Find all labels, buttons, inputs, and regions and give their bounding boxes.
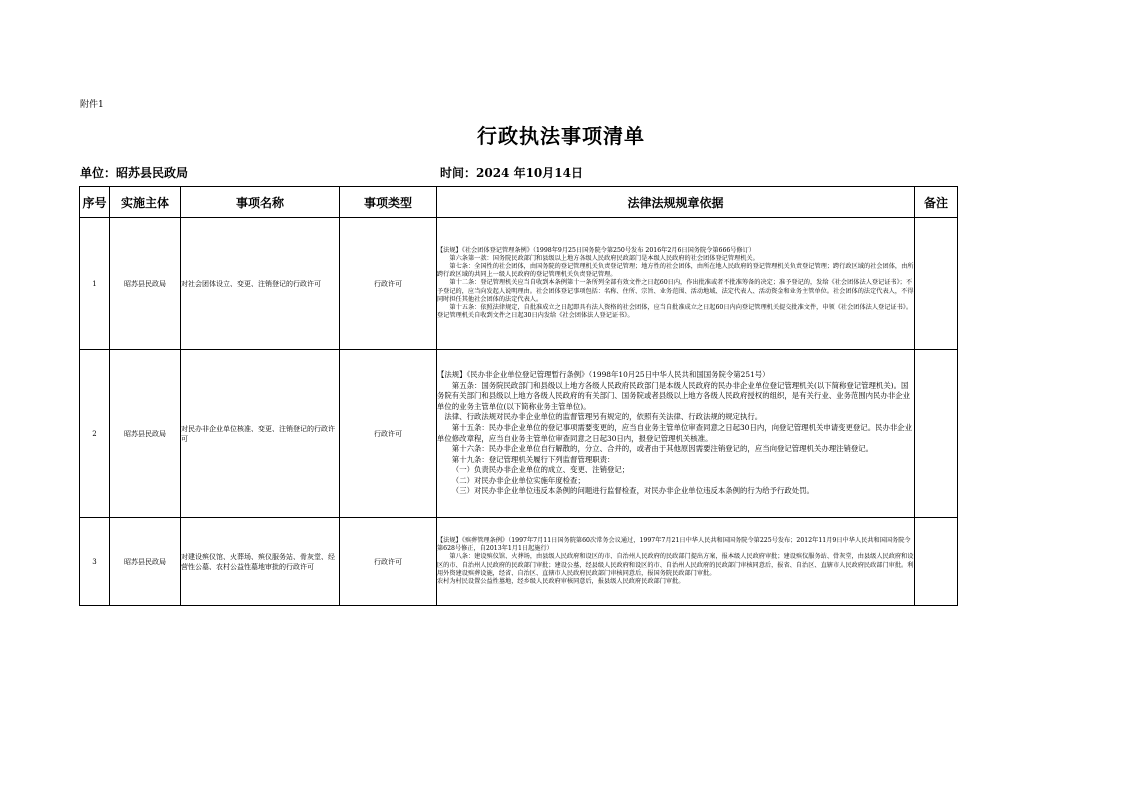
law-clause: （一）负责民办非企业单位的成立、变更、注销登记； <box>451 465 630 475</box>
header-no: 序号 <box>80 187 110 218</box>
table-row <box>80 218 958 350</box>
law-article: 第十二条：登记管理机关应当自收到本条例第十一条所列全部有效文件之日起60日内，作出批准或者不批准筹备的决定；准予登记的，发给《社会团体法人登记证书》；不予登记的，应当向发起人说明理由。社会团体登记事项包括：名称、住所、宗旨、业务范围、活动地域、法定代表人、活动资金和业务主管单位。社会团体的法定代表人，不得同时担任其他社会团体的法定代表人。 <box>437 279 914 303</box>
law-article: 第十五条：依照法律规定，自批准成立之日起即具有法人资格的社会团体，应当自批准成立之日起60日内向登记管理机关提交批准文件，申领《社会团体法人登记证书》。登记管理机关自收到文件之日起30日内发给《社会团体法人登记证书》。 <box>437 303 913 319</box>
enforcement-table <box>79 186 958 606</box>
row-remark <box>915 218 958 350</box>
row-item-type: 行政许可 <box>340 350 437 518</box>
row-legal-basis <box>437 350 915 518</box>
law-clause: （三）对民办非企业单位违反本条例的问题进行监督检查，对民办非企业单位违反本条例的行为给予行政处罚。 <box>451 486 814 496</box>
row-number: 2 <box>80 350 110 518</box>
unit-line: 单位：昭苏县民政局 <box>80 166 189 180</box>
row-number: 3 <box>80 518 110 606</box>
table-row <box>80 350 958 518</box>
header-remark: 备注 <box>915 187 958 218</box>
row-legal-basis <box>437 218 915 350</box>
row-remark <box>915 518 958 606</box>
header-type: 事项类型 <box>340 187 437 218</box>
law-article: 第十九条：登记管理机关履行下列监督管理职责： <box>451 454 615 464</box>
law-source: 【法规】《民办非企业单位登记管理暂行条例》（1998年10月25日中华人民共和国国务院令第251号） <box>437 369 770 379</box>
law-article: 农村为村民设置公益性墓地，经乡级人民政府审核同意后，报县级人民政府民政部门审批。 <box>437 577 685 585</box>
law-article: 第六条第一款：国务院民政部门和县级以上地方各级人民政府民政部门是本级人民政府的社会团体登记管理机关。 <box>449 255 759 263</box>
row-subject: 昭苏县民政局 <box>110 218 181 350</box>
law-source: 【法规】《殡葬管理条例》（1997年7月11日国务院第60次常务会议通过，1997年7月21日中华人民共和国国务院令第225号发布；2012年11月9日中华人民共和国国务院令第628号修正，自2013年1月1日起施行） <box>437 536 911 553</box>
table-header-row <box>80 187 958 218</box>
row-subject: 昭苏县民政局 <box>110 518 181 606</box>
law-article: 第五条：国务院民政部门和县级以上地方各级人民政府民政部门是本级人民政府的民办非企业单位登记管理机关(以下简称登记管理机关)。国务院有关部门和县级以上地方各级人民政府的有关部门、国务院或者县级以上地方各级人民政府授权的组织，是有关行业、业务范围内民办非企业单位的业务主管单位(以下简称业务主管单位)。 <box>437 380 911 411</box>
row-item-name: 对民办非企业单位核准、变更、注销登记的行政许可 <box>181 350 340 518</box>
table-row <box>80 518 958 606</box>
row-item-name: 对社会团体设立、变更、注销登记的行政许可 <box>181 218 340 350</box>
law-clause: （二）对民办非企业单位实施年度检查； <box>451 475 585 485</box>
header-law: 法律法规规章依据 <box>437 187 915 218</box>
row-item-name: 对建设殡仪馆、火葬场、殡仪服务站、骨灰堂、经营性公墓、农村公益性墓地审批的行政许可 <box>181 518 340 606</box>
row-item-type: 行政许可 <box>340 218 437 350</box>
law-article: 第十五条：民办非企业单位的登记事项需要变更的，应当自业务主管单位审查同意之日起30日内，向登记管理机关申请变更登记。民办非企业单位修改章程，应当自业务主管单位审查同意之日起30日内，报登记管理机关核准。 <box>437 422 913 443</box>
row-legal-basis <box>437 518 915 606</box>
row-number: 1 <box>80 218 110 350</box>
time-line: 时间：2024 年10月14日 <box>440 166 583 180</box>
row-remark <box>915 350 958 518</box>
law-article: 法律、行政法规对民办非企业单位的监督管理另有规定的，依照有关法律、行政法规的规定执行。 <box>444 412 763 422</box>
law-source: 【法规】《社会团体登记管理条例》（1998年9月25日国务院令第250号发布 2016年2月6日国务院令第666号修订） <box>437 247 756 255</box>
annex-label: 附件1 <box>80 100 104 110</box>
row-subject: 昭苏县民政局 <box>110 350 181 518</box>
law-article: 第十六条：民办非企业单位自行解散的，分立、合并的，或者由于其他原因需要注销登记的，应当向登记管理机关办理注销登记。 <box>451 444 874 454</box>
header-subject: 实施主体 <box>110 187 181 218</box>
law-article: 第七条：全国性的社会团体，由国务院的登记管理机关负责登记管理；地方性的社会团体，由所在地人民政府的登记管理机关负责登记管理；跨行政区域的社会团体，由所跨行政区域的共同上一级人民政府的登记管理机关负责登记管理。 <box>437 263 914 279</box>
row-item-type: 行政许可 <box>340 518 437 606</box>
header-item: 事项名称 <box>181 187 340 218</box>
page-title: 行政执法事项清单 <box>477 124 645 148</box>
law-article: 第八条：建设殡仪馆、火葬场，由县级人民政府和设区的市、自治州人民政府的民政部门提出方案，报本级人民政府审批；建设殡仪服务站、骨灰堂，由县级人民政府和设区的市、自治州人民政府的民政部门审批；建设公墓，经县级人民政府和设区的市、自治州人民政府的民政部门审核同意后，报省、自治区、直辖市人民政府民政部门审批。利用外资建设殡葬设施，经省、自治区、直辖市人民政府民政部门审核同意后，报国务院民政部门审批。 <box>437 553 914 577</box>
